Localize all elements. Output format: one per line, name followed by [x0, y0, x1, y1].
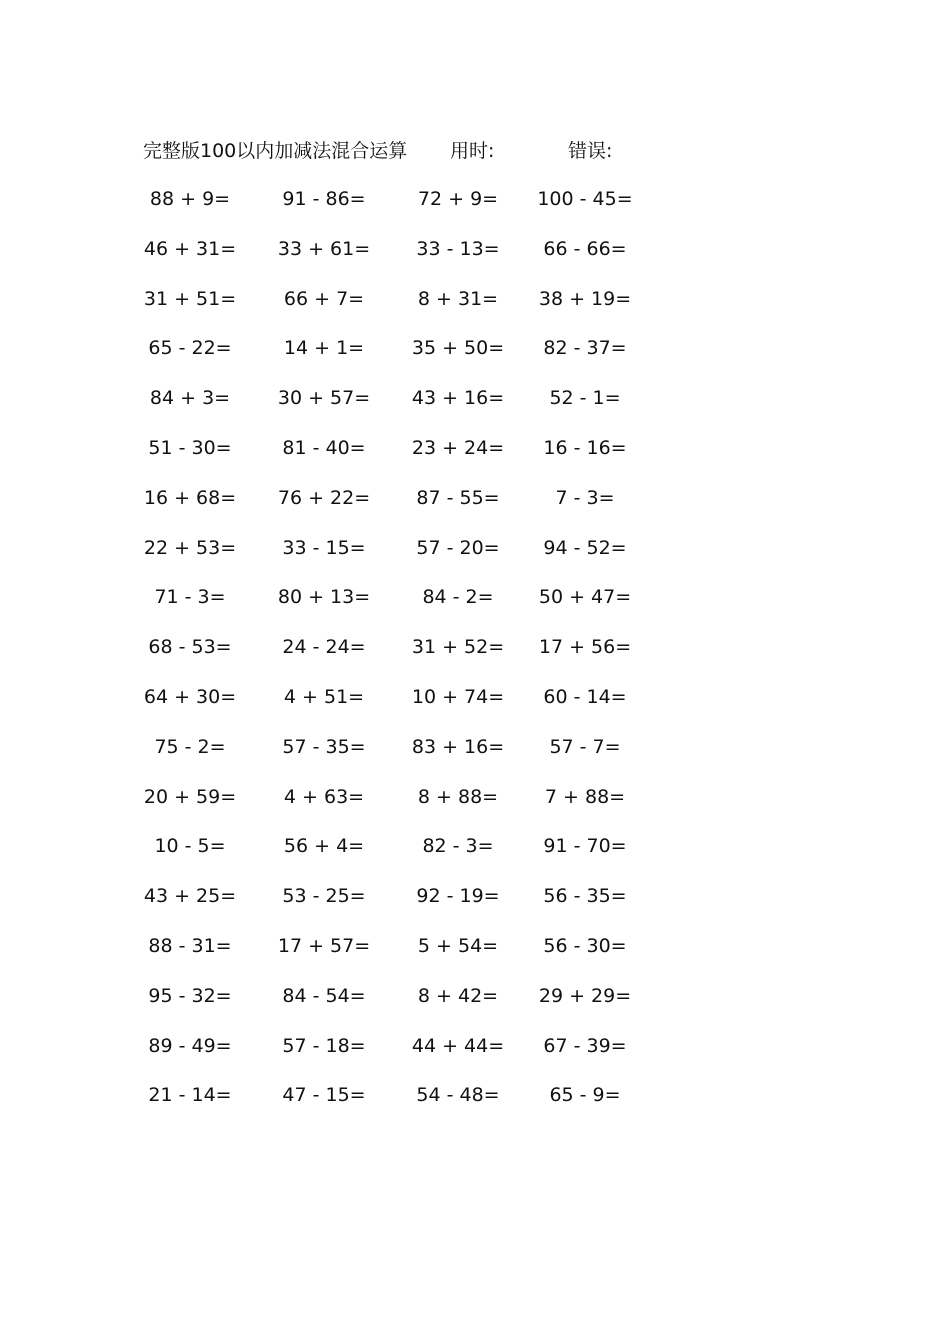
problem-row	[0, 881, 950, 931]
math-problem: 31 + 51=	[143, 287, 237, 310]
errors-label: 错误:	[568, 140, 613, 162]
math-problem: 95 - 32=	[148, 984, 232, 1007]
problem-row	[0, 582, 950, 632]
problem-row	[0, 732, 950, 782]
math-problem: 17 + 56=	[538, 636, 632, 659]
math-problem: 4 + 51=	[283, 685, 365, 708]
math-problem: 89 - 49=	[148, 1034, 232, 1057]
math-problem: 75 - 2=	[154, 735, 226, 758]
math-problem: 54 - 48=	[416, 1084, 500, 1107]
math-problem: 29 + 29=	[538, 984, 632, 1007]
math-problem: 4 + 63=	[283, 785, 365, 808]
problem-row	[0, 184, 950, 234]
math-problem: 56 + 4=	[283, 835, 365, 858]
math-problem: 57 - 35=	[282, 735, 366, 758]
math-problem: 51 - 30=	[148, 436, 232, 459]
problem-row	[0, 433, 950, 483]
math-problem: 7 + 88=	[544, 785, 626, 808]
math-problem: 44 + 44=	[411, 1034, 505, 1057]
math-problem: 38 + 19=	[538, 287, 632, 310]
math-problem: 16 - 16=	[543, 436, 627, 459]
math-problem: 100 - 45=	[537, 188, 633, 210]
math-problem: 33 + 61=	[277, 237, 371, 260]
problem-row	[0, 383, 950, 433]
math-problem: 43 + 16=	[411, 387, 505, 410]
math-problem: 47 - 15=	[282, 1084, 366, 1107]
math-problem: 24 - 24=	[282, 636, 366, 659]
problem-row	[0, 284, 950, 334]
math-problem: 65 - 22=	[148, 337, 232, 360]
math-problem: 88 - 31=	[148, 934, 232, 957]
math-problem: 57 - 20=	[416, 536, 500, 559]
problem-row	[0, 782, 950, 832]
math-problem: 92 - 19=	[416, 885, 500, 908]
problem-row	[0, 333, 950, 383]
math-problem: 46 + 31=	[143, 237, 237, 260]
math-problem: 7 - 3=	[555, 486, 615, 509]
math-problem: 56 - 35=	[543, 885, 627, 908]
math-problem: 10 + 74=	[411, 685, 505, 708]
math-problem: 81 - 40=	[282, 436, 366, 459]
problem-row	[0, 981, 950, 1031]
math-problem: 8 + 42=	[417, 984, 499, 1007]
math-problem: 57 - 7=	[549, 735, 621, 758]
math-problem: 33 - 15=	[282, 536, 366, 559]
math-problem: 76 + 22=	[277, 486, 371, 509]
math-problem: 23 + 24=	[411, 436, 505, 459]
math-problem: 10 - 5=	[154, 835, 226, 858]
math-problem: 71 - 3=	[154, 586, 226, 609]
math-problem: 30 + 57=	[277, 387, 371, 410]
math-problem: 67 - 39=	[543, 1034, 627, 1057]
worksheet-title: 完整版100以内加减法混合运算	[143, 140, 408, 162]
math-problem: 82 - 3=	[422, 835, 494, 858]
math-problem: 16 + 68=	[143, 486, 237, 509]
math-problem: 57 - 18=	[282, 1034, 366, 1057]
math-problem: 91 - 70=	[543, 835, 627, 858]
problem-row	[0, 682, 950, 732]
math-problem: 83 + 16=	[411, 735, 505, 758]
time-used-label: 用时:	[450, 140, 495, 162]
math-problem: 72 + 9=	[417, 188, 499, 210]
math-problem: 94 - 52=	[543, 536, 627, 559]
math-problem: 80 + 13=	[277, 586, 371, 609]
problem-row	[0, 1080, 950, 1130]
problem-row	[0, 234, 950, 284]
math-problem: 82 - 37=	[543, 337, 627, 360]
math-problem: 50 + 47=	[538, 586, 632, 609]
math-problem: 84 - 2=	[422, 586, 494, 609]
math-problem: 84 - 54=	[282, 984, 366, 1007]
math-problem: 8 + 31=	[417, 287, 499, 310]
math-problem: 52 - 1=	[549, 387, 621, 410]
math-problem: 21 - 14=	[148, 1084, 232, 1107]
math-problem: 35 + 50=	[411, 337, 505, 360]
math-problem: 87 - 55=	[416, 486, 500, 509]
math-problem: 66 - 66=	[543, 237, 627, 260]
math-problem: 68 - 53=	[148, 636, 232, 659]
math-problem: 60 - 14=	[543, 685, 627, 708]
problem-row	[0, 483, 950, 533]
problem-row	[0, 831, 950, 881]
math-problem: 91 - 86=	[282, 188, 366, 210]
math-problem: 5 + 54=	[417, 934, 499, 957]
math-problem: 64 + 30=	[143, 685, 237, 708]
math-problem: 33 - 13=	[416, 237, 500, 260]
math-problem: 14 + 1=	[283, 337, 365, 360]
math-problem: 31 + 52=	[411, 636, 505, 659]
math-problem: 17 + 57=	[277, 934, 371, 957]
problem-row	[0, 533, 950, 583]
math-problem: 20 + 59=	[143, 785, 237, 808]
math-problem: 65 - 9=	[549, 1084, 621, 1107]
math-problem: 84 + 3=	[149, 387, 231, 410]
problem-grid	[0, 184, 950, 1130]
math-problem: 56 - 30=	[543, 934, 627, 957]
math-problem: 43 + 25=	[143, 885, 237, 908]
problem-row	[0, 632, 950, 682]
math-problem: 22 + 53=	[143, 536, 237, 559]
math-problem: 66 + 7=	[283, 287, 365, 310]
math-problem: 53 - 25=	[282, 885, 366, 908]
problem-row	[0, 931, 950, 981]
math-problem: 88 + 9=	[149, 188, 231, 210]
worksheet-header	[0, 136, 950, 166]
problem-row	[0, 1031, 950, 1081]
math-problem: 8 + 88=	[417, 785, 499, 808]
